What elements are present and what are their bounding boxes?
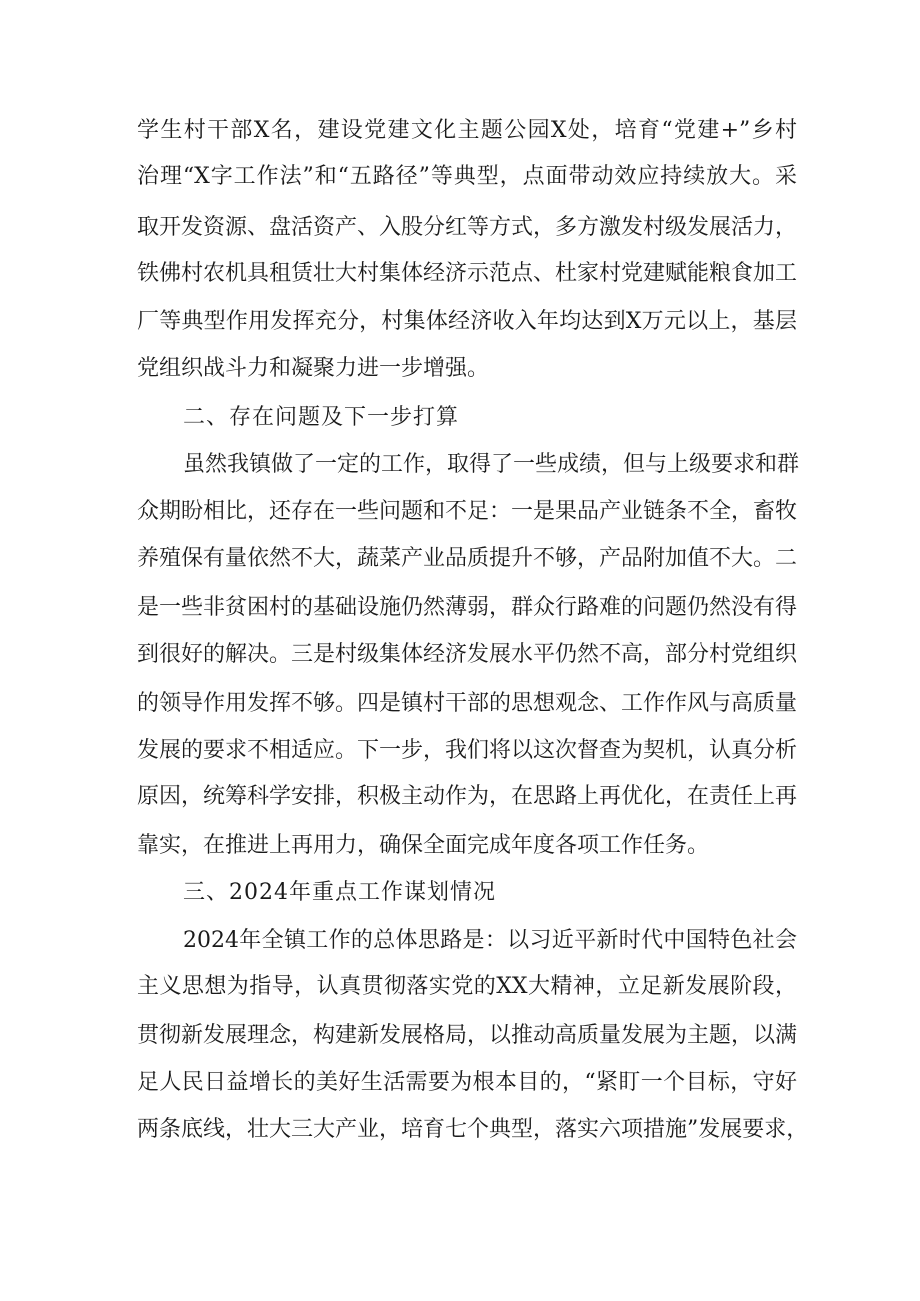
paragraph-line: 靠实，在推进上再用力，确保全面完成年度各项工作任务。: [137, 833, 710, 858]
paragraph-line: 是一些非贫困村的基础设施仍然薄弱，群众行路难的问题仍然没有得: [137, 595, 798, 620]
paragraph-line: 两条底线，壮大三大产业，培育七个典型，落实六项措施”发展要求，: [137, 1117, 809, 1142]
paragraph-line: 2024年全镇工作的总体思路是：以习近平新时代中国特色社会: [183, 928, 797, 953]
paragraph-line: 厂等典型作用发挥充分，村集体经济收入年均达到X万元以上，基层: [137, 309, 797, 334]
paragraph-line: 众期盼相比，还存在一些问题和不足：一是果品产业链条不全，畜牧: [137, 499, 798, 524]
paragraph-line: 原因，统筹科学安排，积极主动作为，在思路上再优化，在责任上再: [137, 784, 798, 809]
paragraph-line: 养殖保有量依然不大，蔬菜产业品质提升不够，产品附加值不大。二: [137, 546, 798, 571]
paragraph-line: 足人民日益增长的美好生活需要为根本目的，“紧盯一个目标，守好: [137, 1070, 797, 1095]
paragraph-line: 学生村干部X名，建设党建文化主题公园X处，培育“党建+”乡村: [137, 118, 797, 143]
paragraph-line: 主义思想为指导，认真贯彻落实党的XX大精神，立足新发展阶段，: [137, 974, 797, 999]
section-heading: 二、存在问题及下一步打算: [183, 405, 460, 430]
paragraph-line: 党组织战斗力和凝聚力进一步增强。: [137, 356, 490, 381]
paragraph-line: 虽然我镇做了一定的工作，取得了一些成绩，但与上级要求和群: [183, 452, 800, 477]
section-heading: 三、2024年重点工作谋划情况: [183, 880, 496, 905]
paragraph-line: 贯彻新发展理念，构建新发展格局，以推动高质量发展为主题，以满: [137, 1023, 798, 1048]
paragraph-line: 的领导作用发挥不够。四是镇村干部的思想观念、工作作风与高质量: [137, 691, 798, 716]
paragraph-line: 治理“X字工作法”和“五路径”等典型，点面带动效应持续放大。采: [137, 164, 797, 189]
paragraph-line: 发展的要求不相适应。下一步，我们将以这次督查为契机，认真分析: [137, 738, 798, 763]
paragraph-line: 取开发资源、盘活资产、入股分红等方式，多方激发村级发展活力，: [137, 215, 798, 240]
paragraph-line: 铁佛村农机具租赁壮大村集体经济示范点、杜家村党建赋能粮食加工: [137, 261, 798, 286]
paragraph-line: 到很好的解决。三是村级集体经济发展水平仍然不高，部分村党组织: [137, 642, 798, 667]
